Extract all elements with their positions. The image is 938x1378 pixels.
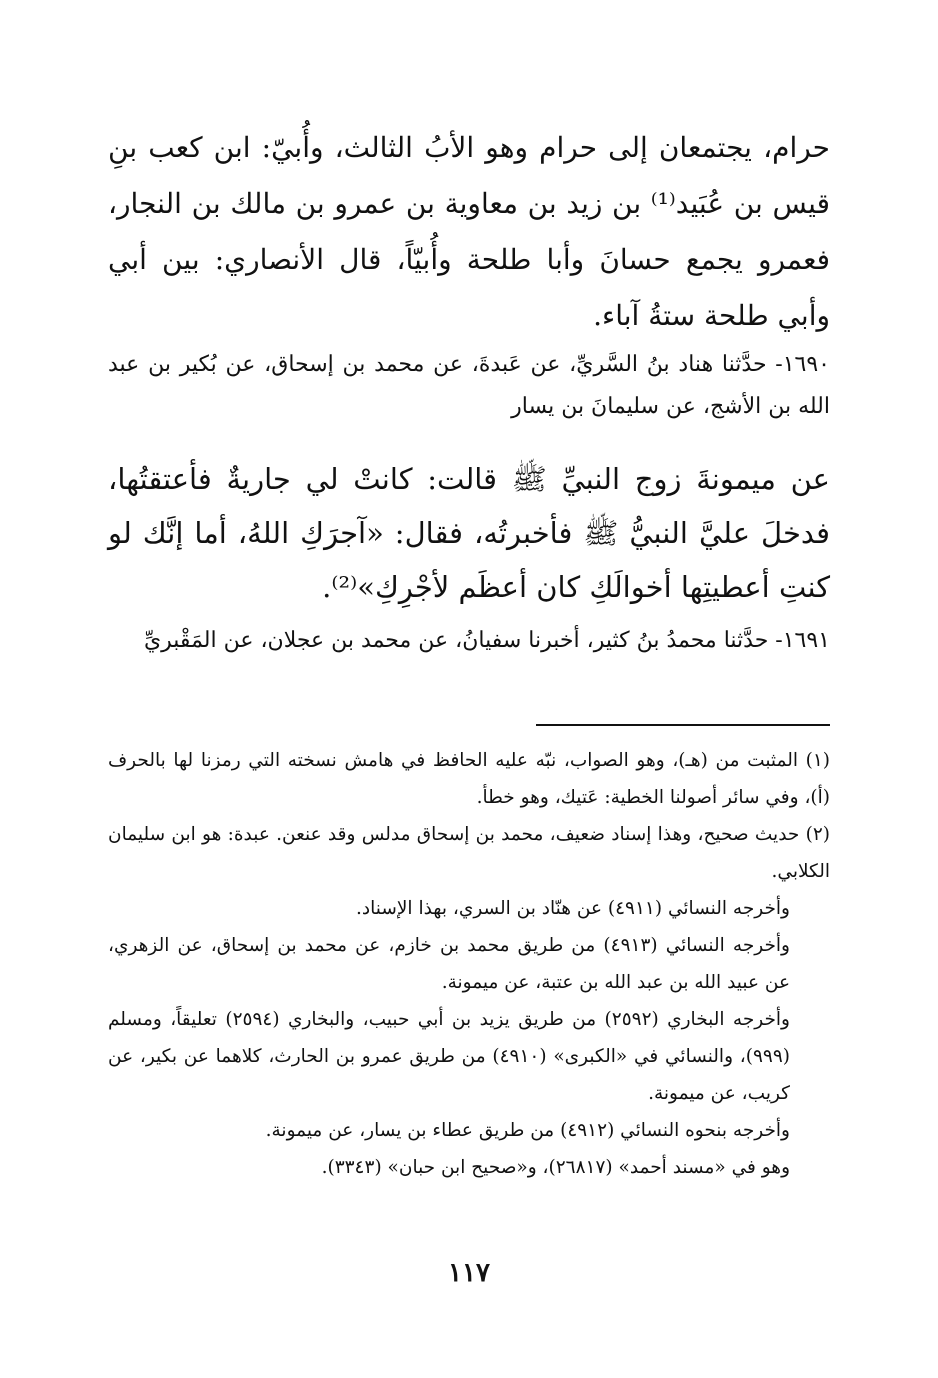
footnote-2-line: وأخرجه بنحوه النسائي (٤٩١٢) من طريق عطاء بن يسار، عن ميمونة.	[265, 1120, 790, 1141]
footnote-2-line: وأخرجه البخاري (٢٥٩٢) من طريق يزيد بن أبي حبيب، والبخاري (٢٥٩٤) تعليقاً، ومسلم (٩٩٩)، والنسائي في «الكبرى» (٤٩١٠) من طريق عمرو بن الحارث، كلاهما عن بكير، عن كريب، عن ميمونة.	[108, 1009, 790, 1104]
hadith-1691-isnad	[108, 620, 830, 662]
footnote-1: (١) المثبت من (هـ)، وهو الصواب، نبّه عليه الحافظ في هامش نسخته التي رمزنا لها بالحرف (أ)، وفي سائر أصولنا الخطية: عَتيك، وهو خطأ.	[108, 750, 830, 808]
footnote-2-line: وهو في «مسند أحمد» (٢٦٨١٧)، و«صحيح ابن حبان» (٣٣٤٣).	[321, 1157, 790, 1178]
footnotes-block	[108, 742, 830, 1186]
hadith-1690-matn	[108, 452, 830, 614]
hadith-1690-isnad	[108, 344, 830, 428]
page-number: ١١٧	[448, 1258, 490, 1288]
footnote-2: (٢) حديث صحيح، وهذا إسناد ضعيف، محمد بن إسحاق مدلس وقد عنعن. عبدة: هو ابن سليمان الكلابي.	[108, 824, 830, 882]
footnote-2-line: وأخرجه النسائي (٤٩١١) عن هنّاد بن السري، بهذا الإسناد.	[356, 898, 790, 919]
footnote-2-line: وأخرجه النسائي (٤٩١٣) من طريق محمد بن خازم، عن محمد بن إسحاق، عن الزهري، عن عبيد الله بن عبد الله بن عتبة، عن ميمونة.	[108, 935, 790, 993]
commentary-block	[108, 120, 830, 344]
isnad-paragraph: ١٦٩٠- حدَّثنا هناد بنُ السَّريِّ، عن عَبدةَ، عن محمد بن إسحاق، عن بُكير بن عبد الله بن الأشج، عن سليمانَ بن يسار	[108, 352, 830, 419]
footnote-separator	[536, 724, 830, 726]
matn-paragraph: عن ميمونةَ زوج النبيِّ ﷺ قالت: كانتْ لي جاريةٌ فأعتقتُها، فدخلَ عليَّ النبيُّ ﷺ فأخبرتُه، فقال: «آجرَكِ اللهُ، أما إنَّك لو كنتِ أعطيتِها أخوالَكِ كان أعظَم لأجْرِكِ»⁽²⁾.	[108, 462, 830, 604]
commentary-paragraph: حرام، يجتمعان إلى حرام وهو الأبُ الثالث، وأُبيّ: ابن كعب بنِ قيس بن عُبَيد⁽¹⁾ بن زيد بن معاوية بن عمرو بن مالك بن النجار، فعمرو يجمع حسانَ وأبا طلحة وأُبيّاً، قال الأنصاري: بين أبي وأبي طلحة ستةُ آباء.	[108, 131, 830, 332]
isnad-paragraph: ١٦٩١- حدَّثنا محمدُ بنُ كثير، أخبرنا سفيانُ، عن محمد بن عجلان، عن المَقْبريِّ	[143, 628, 830, 653]
